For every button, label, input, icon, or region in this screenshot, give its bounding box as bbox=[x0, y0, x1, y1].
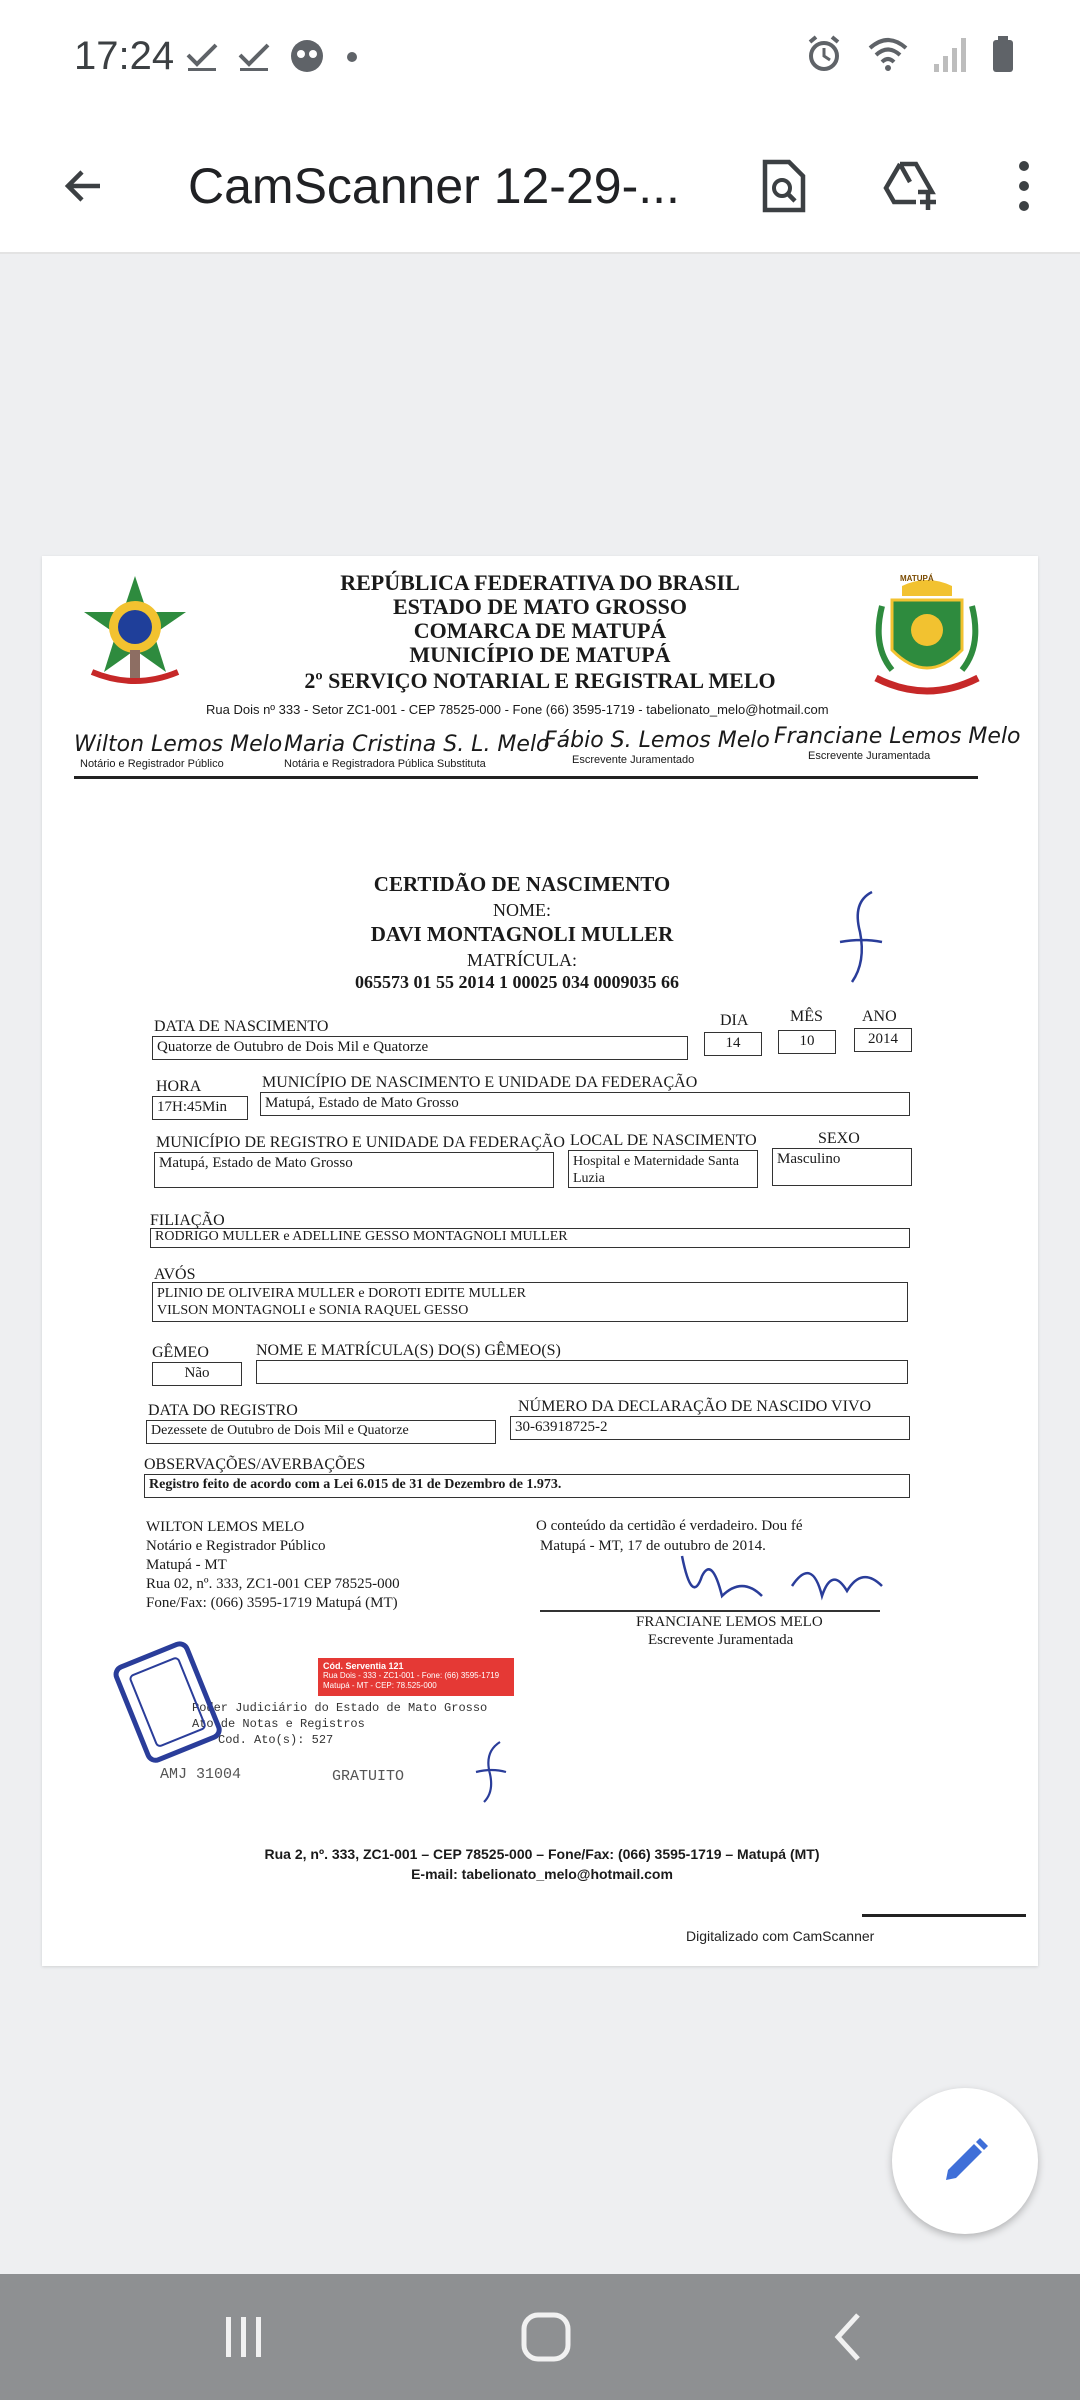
stamp-cep: Matupá - MT - CEP: 78.525-000 bbox=[323, 1681, 437, 1690]
home-button[interactable] bbox=[486, 2294, 606, 2380]
stamp-address: Rua Dois - 333 - ZC1-001 - Fone: (66) 3595-1719 bbox=[323, 1671, 500, 1680]
grandparents-line: PLINIO DE OLIVEIRA MULLER e DOROTI EDITE MULLER bbox=[157, 1286, 526, 1301]
twin-names-value bbox=[256, 1360, 908, 1384]
add-to-drive-button[interactable] bbox=[870, 144, 954, 228]
birth-place-value bbox=[568, 1150, 758, 1188]
matricula-label: MATRÍCULA: bbox=[466, 950, 577, 970]
recent-apps-button[interactable] bbox=[184, 2294, 304, 2380]
registration-date-value: Dezessete de Outubro de Dois Mil e Quatorze bbox=[146, 1420, 496, 1444]
status-time: 17:24 bbox=[74, 34, 175, 78]
grandparents-label: AVÓS bbox=[154, 1266, 196, 1283]
status-bar bbox=[0, 0, 1080, 120]
notary-line: Matupá - MT bbox=[146, 1557, 227, 1573]
name-label: NOME: bbox=[493, 900, 551, 920]
navigation-bar bbox=[0, 2274, 1080, 2400]
sex-label: SEXO bbox=[818, 1130, 860, 1147]
home-icon bbox=[520, 2311, 572, 2363]
notification-icons bbox=[184, 36, 362, 74]
wifi-icon bbox=[866, 34, 910, 74]
signer-name: FRANCIANE LEMOS MELO bbox=[636, 1614, 823, 1630]
judiciary-stamp-line: Cod. Ato(s): 527 bbox=[218, 1733, 334, 1747]
day-value: 14 bbox=[704, 1032, 762, 1056]
attestation-line: O conteúdo da certidão é verdadeiro. Dou fé bbox=[536, 1518, 803, 1534]
footer-email: E-mail: tabelionato_melo@hotmail.com bbox=[411, 1866, 673, 1882]
attestation-place-date: Matupá - MT, 17 de outubro de 2014. bbox=[540, 1538, 766, 1554]
header-line: MUNICÍPIO DE MATUPÁ bbox=[409, 642, 671, 667]
document-title: CamScanner 12-29-... bbox=[188, 158, 680, 214]
parents-label: FILIAÇÃO bbox=[150, 1212, 225, 1229]
recent-apps-icon bbox=[220, 2315, 268, 2359]
notary-line: WILTON LEMOS MELO bbox=[146, 1519, 305, 1535]
chevron-left-icon bbox=[828, 2311, 868, 2363]
certificate-title: CERTIDÃO DE NASCIMENTO bbox=[373, 872, 671, 896]
header-line: REPÚBLICA FEDERATIVA DO BRASIL bbox=[340, 570, 740, 595]
check-icon bbox=[236, 37, 272, 73]
signer-role: Escrevente Juramentada bbox=[648, 1632, 794, 1648]
back-nav-button[interactable] bbox=[788, 2294, 908, 2380]
search-in-document-button[interactable] bbox=[742, 144, 826, 228]
month-value: 10 bbox=[778, 1030, 836, 1054]
more-notifications-dot-icon bbox=[342, 37, 362, 73]
parents-value: RODRIGO MULLER e ADELLINE GESSO MONTAGNOLI MULLER bbox=[150, 1228, 910, 1248]
registry-address: Rua Dois nº 333 - Setor ZC1-001 - CEP 78525-000 - Fone (66) 3595-1719 - tabelionato_melo@hotmail.com bbox=[206, 702, 829, 717]
camscanner-watermark: Digitalizado com CamScanner bbox=[686, 1928, 875, 1944]
birth-date-label: DATA DE NASCIMENTO bbox=[154, 1018, 329, 1035]
signatory-role: Escrevente Juramentada bbox=[808, 750, 931, 762]
battery-icon bbox=[990, 34, 1016, 74]
live-birth-declaration-value: 30-63918725-2 bbox=[510, 1416, 910, 1440]
more-options-button[interactable] bbox=[982, 144, 1066, 228]
footer-divider bbox=[862, 1914, 1026, 1917]
day-label: DIA bbox=[720, 1012, 749, 1029]
twin-names-label: NOME E MATRÍCULA(S) DO(S) GÊMEO(S) bbox=[256, 1342, 561, 1359]
birth-municipality-value: Matupá, Estado de Mato Grosso bbox=[260, 1092, 910, 1116]
observations-label: OBSERVAÇÕES/AVERBAÇÕES bbox=[144, 1456, 366, 1473]
signatory-name: Franciane Lemos Melo bbox=[774, 724, 1021, 749]
serventia-red-stamp bbox=[318, 1658, 514, 1696]
header-divider bbox=[74, 776, 978, 779]
signatory-name: Wilton Lemos Melo bbox=[74, 732, 283, 757]
alarm-icon bbox=[804, 34, 844, 74]
sex-value: Masculino bbox=[772, 1148, 912, 1186]
birth-place-label: LOCAL DE NASCIMENTO bbox=[570, 1132, 757, 1149]
signature-line bbox=[540, 1610, 880, 1612]
document-page bbox=[42, 556, 1038, 1966]
gratuito-label: GRATUITO bbox=[332, 1768, 405, 1785]
pencil-icon bbox=[938, 2134, 992, 2188]
matricula-number: 065573 01 55 2014 1 00025 034 0009035 66 bbox=[355, 972, 679, 992]
birth-place-line: Luzia bbox=[573, 1171, 605, 1186]
twin-value: Não bbox=[152, 1362, 242, 1386]
footer-address: Rua 2, nº. 333, ZC1-001 – CEP 78525-000 – Fone/Fax: (066) 3595-1719 – Matupá (MT) bbox=[264, 1846, 820, 1862]
app-bar bbox=[0, 120, 1080, 254]
crest-label: MATUPÁ bbox=[900, 574, 934, 583]
grandparents-line: VILSON MONTAGNOLI e SONIA RAQUEL GESSO bbox=[157, 1303, 469, 1318]
time-value: 17H:45Min bbox=[152, 1096, 248, 1120]
check-icon bbox=[184, 37, 220, 73]
handwritten-signature bbox=[672, 1546, 892, 1616]
registrant-name: DAVI MONTAGNOLI MULLER bbox=[370, 922, 674, 946]
notary-line: Notário e Registrador Público bbox=[146, 1538, 326, 1554]
live-birth-declaration-label: NÚMERO DA DECLARAÇÃO DE NASCIDO VIVO bbox=[518, 1398, 872, 1415]
judiciary-stamp-line: Ato de Notas e Registros bbox=[192, 1717, 365, 1731]
notary-line: Fone/Fax: (066) 3595-1719 Matupá (MT) bbox=[146, 1595, 398, 1611]
system-icons bbox=[804, 34, 1016, 74]
birth-municipality-label: MUNICÍPIO DE NASCIMENTO E UNIDADE DA FEDERAÇÃO bbox=[262, 1074, 698, 1091]
twin-label: GÊMEO bbox=[152, 1344, 209, 1361]
arrow-back-icon bbox=[60, 162, 108, 210]
initial-signature bbox=[812, 882, 902, 992]
judiciary-stamp-line: Poder Judiciário do Estado de Mato Grosso bbox=[192, 1701, 488, 1715]
signatory-role: Notário e Registrador Público bbox=[80, 758, 224, 770]
registration-date-label: DATA DO REGISTRO bbox=[148, 1402, 298, 1419]
registry-municipality-value: Matupá, Estado de Mato Grosso bbox=[154, 1152, 554, 1188]
time-label: HORA bbox=[156, 1078, 202, 1095]
edit-fab[interactable] bbox=[892, 2088, 1038, 2234]
app-notification-icon bbox=[288, 36, 326, 74]
year-label: ANO bbox=[862, 1008, 897, 1025]
year-value: 2014 bbox=[854, 1028, 912, 1052]
birth-date-value: Quatorze de Outubro de Dois Mil e Quatorze bbox=[152, 1036, 688, 1060]
signatory-role: Notária e Registradora Pública Substituta bbox=[284, 758, 486, 770]
more-vert-icon bbox=[1014, 158, 1034, 214]
notary-block bbox=[146, 1518, 400, 1613]
notary-line: Rua 02, nº. 333, ZC1-001 CEP 78525-000 bbox=[146, 1576, 400, 1592]
grandparents-value bbox=[152, 1282, 908, 1322]
header-line: COMARCA DE MATUPÁ bbox=[413, 618, 667, 643]
signatory-name: Fábio S. Lemos Melo bbox=[544, 728, 770, 753]
birth-place-line: Hospital e Maternidade Santa bbox=[573, 1154, 740, 1169]
judiciary-stamp bbox=[192, 1700, 487, 1748]
document-search-icon bbox=[759, 158, 809, 214]
registry-municipality-label: MUNICÍPIO DE REGISTRO E UNIDADE DA FEDERAÇÃO bbox=[156, 1134, 565, 1151]
stamp-code: Cód. Serventia 121 bbox=[323, 1661, 404, 1671]
signatory-name: Maria Cristina S. L. Melo bbox=[284, 732, 550, 757]
signal-icon bbox=[932, 34, 968, 74]
back-button[interactable] bbox=[42, 144, 126, 228]
observations-value: Registro feito de acordo com a Lei 6.015 de 31 de Dezembro de 1.973. bbox=[144, 1474, 910, 1498]
initial-signature bbox=[460, 1736, 520, 1806]
seal-code: AMJ 31004 bbox=[160, 1766, 242, 1783]
blue-seal-stamp bbox=[108, 1638, 228, 1768]
signatory-role: Escrevente Juramentado bbox=[572, 754, 695, 766]
header-line: ESTADO DE MATO GROSSO bbox=[392, 594, 687, 619]
header-line: 2º SERVIÇO NOTARIAL E REGISTRAL MELO bbox=[304, 668, 776, 693]
add-to-drive-icon bbox=[882, 160, 942, 212]
matupa-crest-icon bbox=[862, 566, 992, 706]
month-label: MÊS bbox=[790, 1008, 823, 1025]
